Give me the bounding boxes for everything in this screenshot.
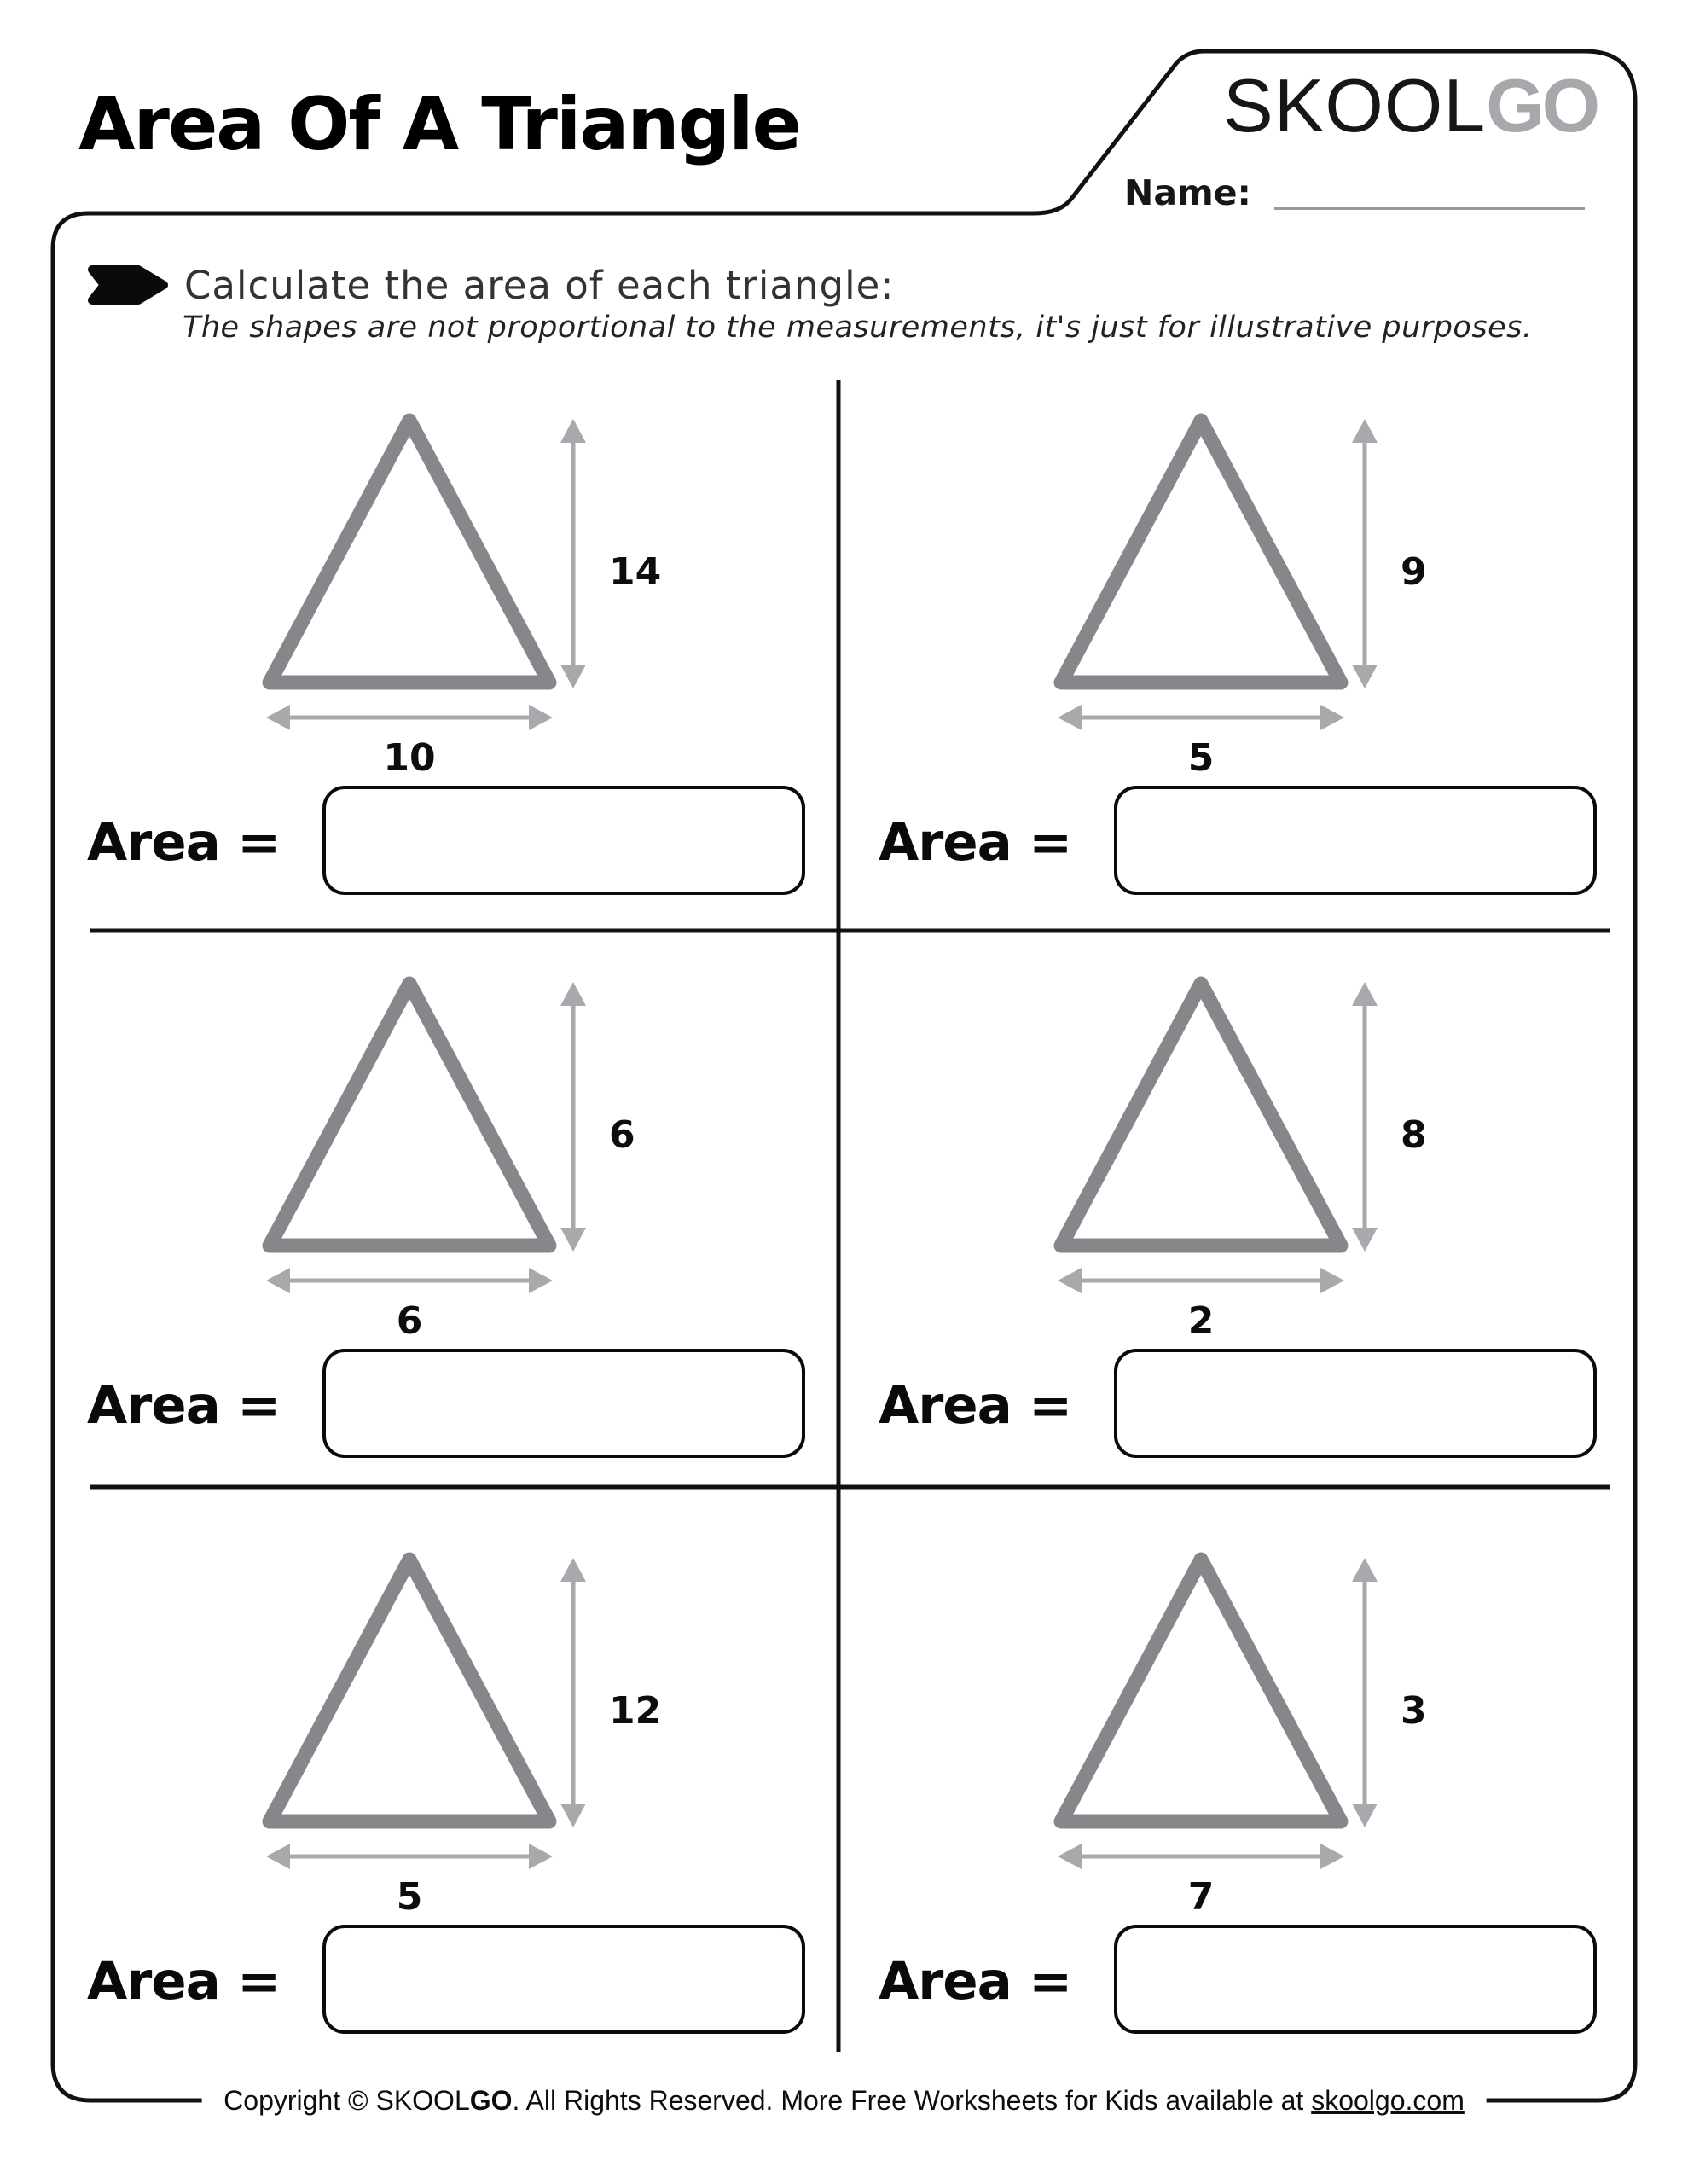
base-arrow-right-head — [529, 1268, 553, 1293]
height-arrow-top-head — [1352, 1558, 1378, 1582]
area-label: Area = — [87, 1374, 281, 1436]
logo-text-skool: SKOOL — [1223, 63, 1487, 148]
page-title: Area Of A Triangle — [78, 82, 800, 167]
height-arrow-top-head — [1352, 419, 1378, 443]
area-label: Area = — [879, 1950, 1072, 2012]
base-arrow-left-head — [266, 705, 290, 730]
height-value: 14 — [609, 550, 662, 594]
base-arrow-left-head — [266, 1844, 290, 1869]
area-label: Area = — [879, 811, 1072, 873]
height-value: 8 — [1401, 1113, 1427, 1157]
base-value: 10 — [383, 736, 436, 780]
instruction-note: The shapes are not proportional to the measurements, it's just for illustrative purposes. — [183, 311, 1533, 345]
triangle-figure — [53, 1527, 838, 1920]
triangle-shape — [270, 1560, 549, 1821]
height-arrow-bottom-head — [560, 1804, 586, 1827]
base-value: 2 — [1187, 1299, 1215, 1343]
footer-copyright — [201, 2080, 1487, 2121]
problem-cell-3 — [53, 951, 838, 1480]
area-answer-box[interactable] — [322, 1925, 805, 2034]
base-arrow-right-head — [1320, 1844, 1344, 1869]
triangle-figure — [53, 951, 838, 1344]
triangle-figure — [844, 951, 1630, 1344]
footer-text-middle: . All Rights Reserved. More Free Worksheets for Kids available at — [512, 2085, 1312, 2116]
height-arrow-bottom-head — [1352, 1228, 1378, 1252]
triangle-figure — [844, 1527, 1630, 1920]
problem-cell-2 — [844, 388, 1630, 917]
height-arrow-top-head — [560, 419, 586, 443]
problem-cell-1 — [53, 388, 838, 917]
problem-cell-4 — [844, 951, 1630, 1480]
base-arrow-right-head — [1320, 1268, 1344, 1293]
triangle-shape — [270, 984, 549, 1246]
name-input-line[interactable] — [1274, 207, 1585, 210]
skoolgo-logo — [1223, 63, 1598, 148]
area-answer-box[interactable] — [1114, 786, 1597, 895]
base-arrow-right-head — [1320, 705, 1344, 730]
triangle-shape — [270, 421, 549, 682]
base-arrow-left-head — [1058, 1268, 1082, 1293]
area-answer-box[interactable] — [1114, 1349, 1597, 1458]
base-arrow-right-head — [529, 1844, 553, 1869]
triangle-shape — [1061, 421, 1341, 682]
triangle-figure — [844, 388, 1630, 781]
base-value: 5 — [396, 1875, 423, 1919]
base-arrow-left-head — [266, 1268, 290, 1293]
name-label: Name: — [1124, 172, 1251, 213]
base-arrow-left-head — [1058, 1844, 1082, 1869]
chevron-bullet-icon — [85, 265, 171, 305]
height-arrow-top-head — [560, 982, 586, 1006]
problem-cell-6 — [844, 1527, 1630, 2056]
triangle-shape — [1061, 1560, 1341, 1821]
area-answer-box[interactable] — [322, 1349, 805, 1458]
base-value: 5 — [1187, 736, 1215, 780]
area-answer-box[interactable] — [322, 786, 805, 895]
base-arrow-left-head — [1058, 705, 1082, 730]
base-value: 7 — [1187, 1875, 1215, 1919]
height-arrow-top-head — [1352, 982, 1378, 1006]
height-value: 3 — [1401, 1689, 1427, 1733]
problem-cell-5 — [53, 1527, 838, 2056]
area-answer-box[interactable] — [1114, 1925, 1597, 2034]
height-value: 6 — [609, 1113, 635, 1157]
footer-text-go: GO — [469, 2085, 513, 2116]
height-arrow-top-head — [560, 1558, 586, 1582]
base-value: 6 — [396, 1299, 423, 1343]
logo-text-go: GO — [1486, 63, 1598, 148]
height-arrow-bottom-head — [1352, 1804, 1378, 1827]
instruction-heading: Calculate the area of each triangle: — [184, 263, 895, 308]
height-arrow-bottom-head — [560, 665, 586, 688]
height-arrow-bottom-head — [560, 1228, 586, 1252]
height-value: 9 — [1401, 550, 1427, 594]
height-arrow-bottom-head — [1352, 665, 1378, 688]
footer-text-prefix: Copyright © SKOOL — [223, 2085, 470, 2116]
base-arrow-right-head — [529, 705, 553, 730]
area-label: Area = — [87, 811, 281, 873]
triangle-figure — [53, 388, 838, 781]
triangle-shape — [1061, 984, 1341, 1246]
area-label: Area = — [87, 1950, 281, 2012]
area-label: Area = — [879, 1374, 1072, 1436]
footer-skoolgo-link[interactable]: skoolgo.com — [1311, 2085, 1465, 2116]
height-value: 12 — [609, 1689, 662, 1733]
